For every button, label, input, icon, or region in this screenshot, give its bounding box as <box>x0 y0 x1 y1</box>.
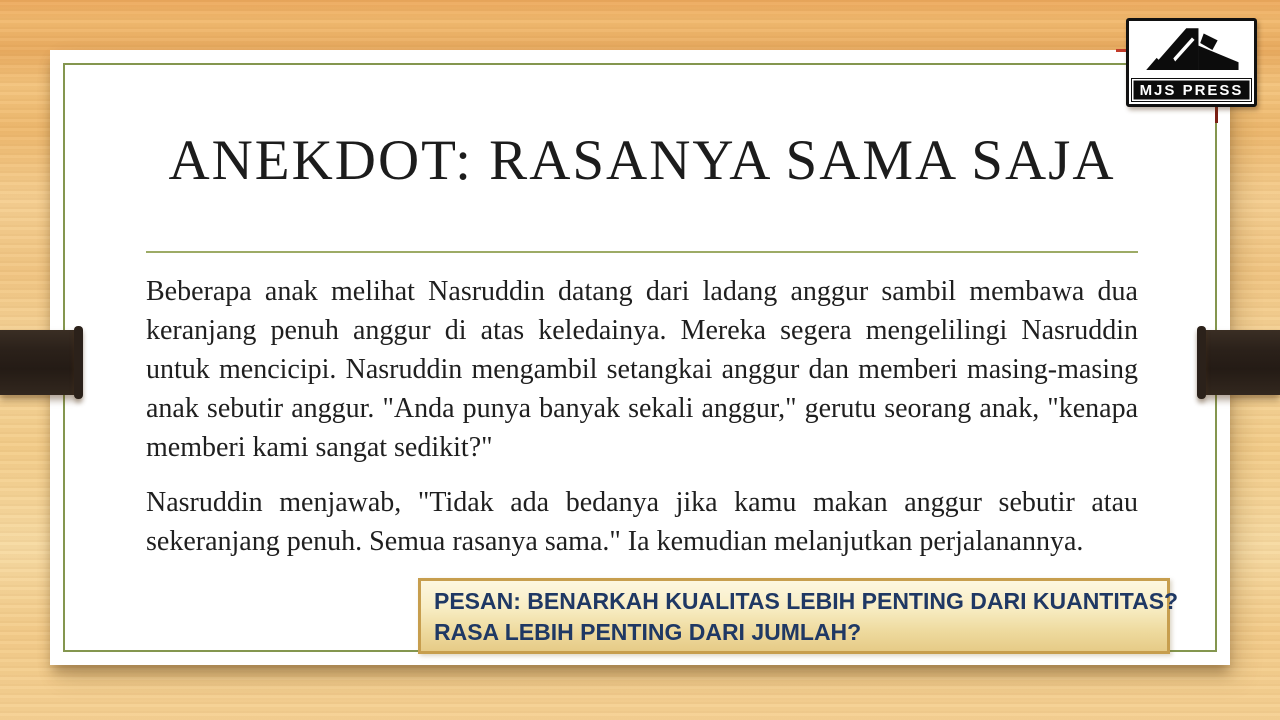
red-registration-mark-vertical <box>1215 107 1218 123</box>
message-line-1: PESAN: BENARKAH KUALITAS LEBIH PENTING DARI KUANTITAS? <box>434 588 1179 614</box>
left-clamp <box>0 330 76 395</box>
slide-title: ANEKDOT: RASANYA SAMA SAJA <box>168 129 1116 192</box>
mjs-press-logo <box>1126 18 1257 107</box>
slide-card <box>50 50 1230 665</box>
logo-text: MJS PRESS <box>1131 78 1252 102</box>
left-clamp-lip <box>74 326 83 399</box>
right-clamp-lip <box>1197 326 1206 399</box>
message-box <box>418 578 1179 654</box>
mjs-logo-glyph-icon <box>1131 23 1252 77</box>
anecdote-paragraph-1: Beberapa anak melihat Nasruddin datang dari ladang anggur sambil membawa dua keranjang penuh anggur di atas keledainya. Mereka segera mengelilingi Nasruddin untuk mencicipi. Nasruddin mengambil setangkai anggur dan memberi masing-masing anak sebutir anggur. "Anda punya banyak sekali anggur," gerutu seorang anak, "kenapa memberi kami sangat sedikit?" <box>146 276 1138 463</box>
message-line-2: RASA LEBIH PENTING DARI JUMLAH? <box>434 619 862 645</box>
anecdote-paragraph-2: Nasruddin menjawab, "Tidak ada bedanya jika kamu makan anggur sebutir atau sekeranjang penuh. Semua rasanya sama." Ia kemudian melanjutkan perjalanannya. <box>146 487 1138 557</box>
title-divider <box>146 251 1138 253</box>
right-clamp <box>1204 330 1280 395</box>
slide-body <box>146 272 1138 577</box>
